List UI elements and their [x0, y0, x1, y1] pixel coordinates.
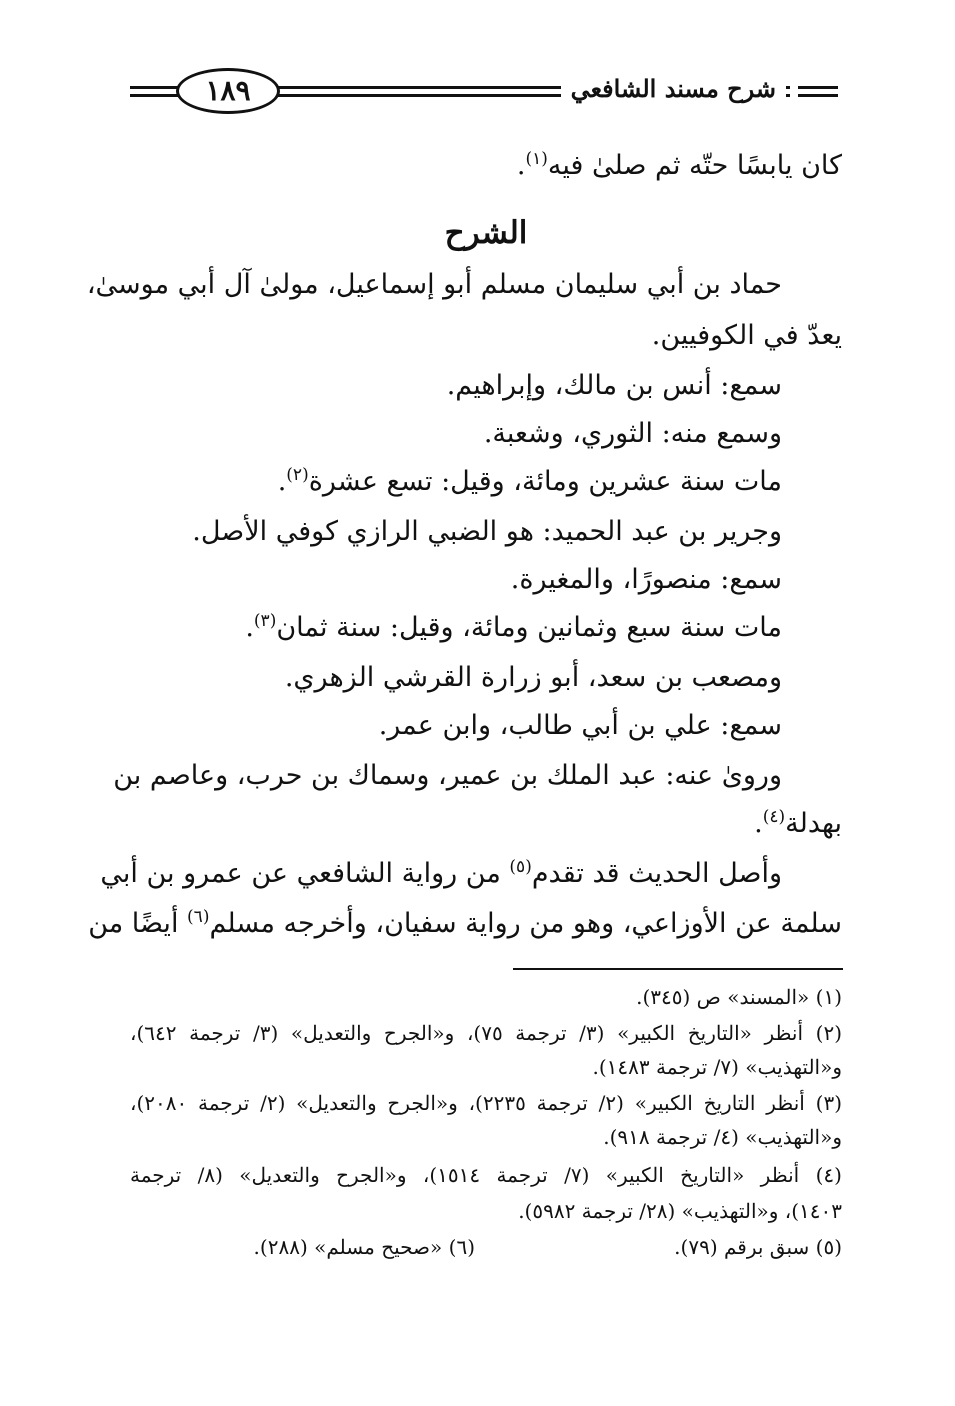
text-line: مات سنة سبع وثمانين ومائة، وقيل: سنة ثمان$^{(٣)}$.: [245, 611, 782, 643]
footnote-1: (١) «المسند» ص (٣٤٥).: [636, 985, 842, 1009]
text-line: بهدلة$^{(٤)}$.: [754, 807, 842, 839]
text-line: مات سنة عشرين ومائة، وقيل: تسع عشرة$^{(٢)}$.: [277, 465, 782, 497]
footnote-4-continued: ١٤٠٣)، و«التهذيب» (٢٨/ ترجمة ٥٩٨٢).: [518, 1199, 842, 1223]
footnote-4: (٤) أنظر «التاريخ الكبير» (٧/ ترجمة ١٥١٤)، و«الجرح والتعديل» (٨/ ترجمة: [130, 1163, 842, 1187]
main-text: [86, 0, 842, 960]
footnote-3: (٣) أنظر التاريخ الكبير» (٢/ ترجمة ٢٢٣٥)، و«الجرح والتعديل» (٢/ ترجمة ٢٠٨٠)،: [130, 1091, 842, 1115]
text-line: سمع: منصورًا، والمغيرة.: [510, 564, 782, 595]
text-line: يعدّ في الكوفيين.: [651, 320, 842, 351]
footnote-6: (٦) «صحيح مسلم» (٢٨٨).: [253, 1235, 475, 1259]
footnote-2-continued: و«التهذيب» (٧/ ترجمة ١٤٨٣).: [592, 1055, 842, 1079]
text-line: وأصل الحديث قد تقدم$^{(٥)}$ من رواية الشافعي عن عمرو بن أبي: [100, 857, 782, 889]
text-line: سمع: علي بن أبي طالب، وابن عمر.: [378, 710, 782, 741]
text-line: حماد بن أبي سليمان مسلم أبو إسماعيل، مولىٰ آل أبي موسىٰ،: [86, 269, 782, 300]
footnote-ref: (٤): [762, 807, 786, 827]
section-heading: الشرح: [444, 215, 528, 251]
text-line: وسمع منه: الثوري، وشعبة.: [483, 418, 782, 449]
footnote-2: (٢) أنظر «التاريخ الكبير» (٣/ ترجمة ٧٥)، و«الجرح والتعديل» (٣/ ترجمة ٦٤٢)،: [130, 1021, 843, 1045]
footnote-ref: (٦): [187, 907, 210, 927]
footnote-ref: (٣): [253, 611, 277, 631]
footnote-separator: [513, 968, 843, 970]
text-line: وروىٰ عنه: عبد الملك بن عمير، وسماك بن حرب، وعاصم بن: [113, 760, 782, 791]
running-title: شرح مسند الشافعي: [561, 72, 786, 106]
footnote-ref: (٥): [509, 857, 532, 877]
text-line: وجرير بن عبد الحميد: هو الضبي الرازي كوفي الأصل.: [192, 516, 782, 547]
page-number: ١٨٩: [176, 68, 280, 114]
text-line: ومصعب بن سعد، أبو زرارة القرشي الزهري.: [284, 662, 782, 693]
footnote-ref: (٢): [286, 465, 309, 485]
footnote-5: (٥) سبق برقم (٧٩).: [674, 1235, 842, 1259]
footnote-3-continued: و«التهذيب» (٤/ ترجمة ٩١٨).: [603, 1125, 842, 1149]
text-line: سمع: أنس بن مالك، وإبراهيم.: [446, 370, 782, 401]
text-line: سلمة عن الأوزاعي، وهو من رواية سفيان، وأخرجه مسلم$^{(٦)}$ أيضًا من: [88, 907, 842, 939]
text-line: كان يابسًا حتّه ثم صلىٰ فيه$^{(١)}$.: [516, 149, 842, 181]
footnote-ref: (١): [525, 149, 548, 169]
